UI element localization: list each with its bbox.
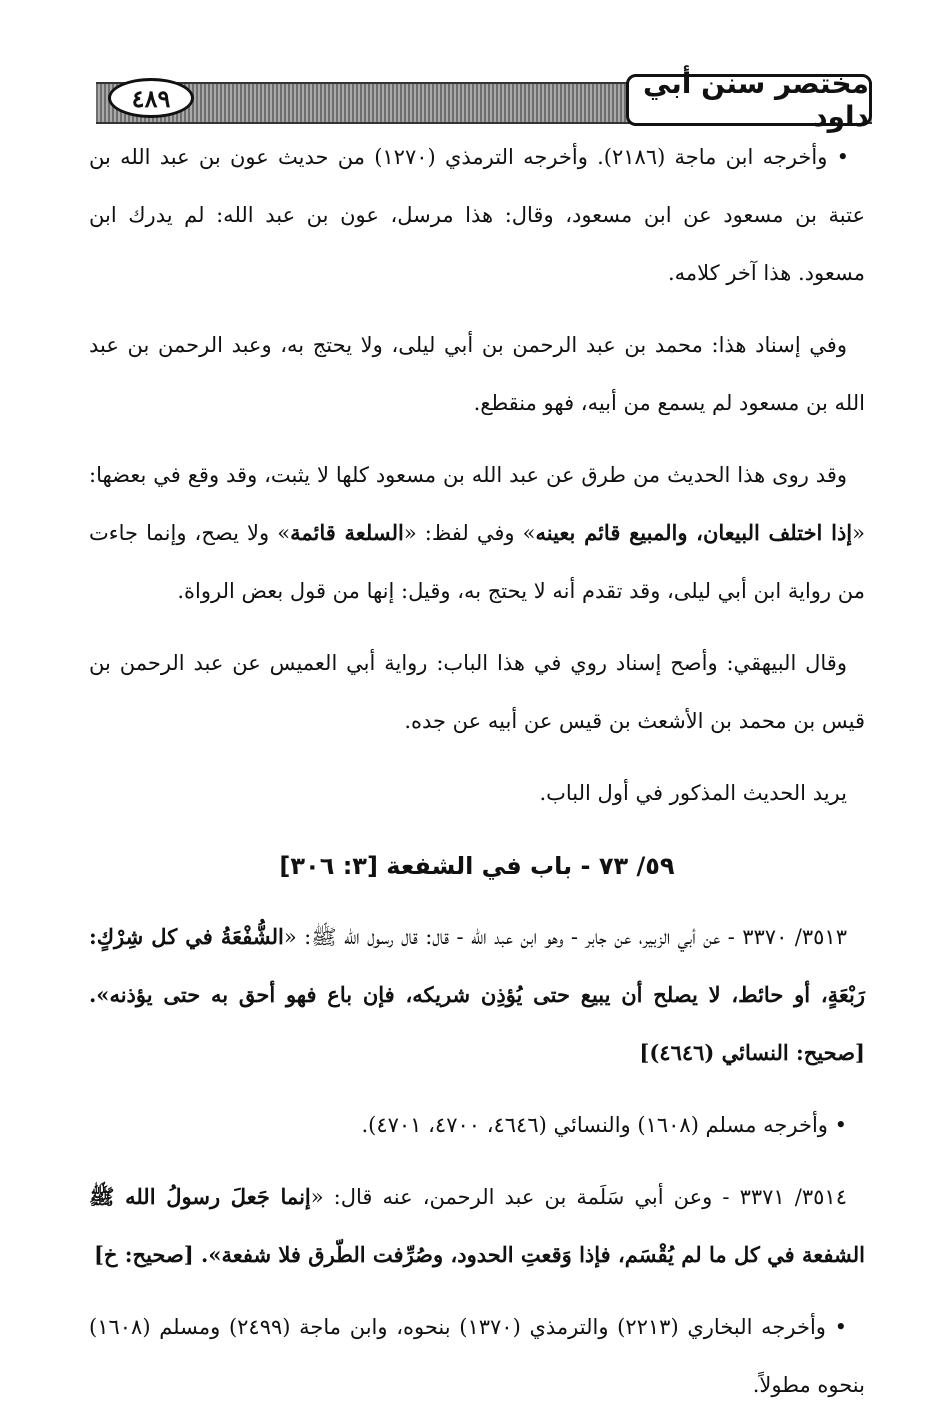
quoted-text: السلعة قائمة xyxy=(290,520,404,545)
paragraph-turuq xyxy=(89,446,865,620)
text-run: ٣٥١٤/ ٣٣٧١ - وعن أبي سَلَمة بن عبد الرحمن، عنه قال: « xyxy=(310,1185,847,1209)
book-title: مختصر سنن أبي داود xyxy=(626,74,872,126)
section-heading: ٥٩/ ٧٣ - باب في الشفعة [٣: ٣٠٦] xyxy=(279,852,675,880)
paragraph-bayhaqi: وقال البيهقي: وأصح إسناد روي في هذا الباب: رواية أبي العميس عن عبد الرحمن بن قيس بن محمد بن الأشعث بن قيس عن أبيه عن جده. xyxy=(89,651,865,733)
text-run: » وفي لفظ: « xyxy=(403,521,536,545)
hadith-list xyxy=(89,908,865,1414)
text-run: ٣٥١٣/ ٣٣٧٠ - عن أبي الزبير، عن جابر - وهو ابن عبد الله - قال: قال رسول الله ﷺ: « xyxy=(283,925,847,949)
grading: ». [صحيح: خ] xyxy=(93,1242,222,1267)
text-run: » ولا يصح، وإنما جاءت من رواية ابن أبي ليلى، وقد تقدم أنه لا يحتج به، وقيل: إنها من قول بعض الرواة. xyxy=(89,521,865,603)
grading: ». [صحيح: النسائي (٤٦٤٦)] xyxy=(89,982,865,1065)
hadith-matn: إنما جَعلَ رسولُ الله ﷺ الشفعة في كل ما لم يُقْسَم، فإذا وَقعتِ الحدود، وصُرِّفت الطّرق فلا شفعة xyxy=(89,1184,865,1267)
paragraph-isnad: وفي إسناد هذا: محمد بن عبد الرحمن بن أبي ليلى، ولا يحتج به، وعبد الرحمن بن عبد الله بن مسعود لم يسمع من أبيه، فهو منقطع. xyxy=(89,333,865,415)
text-run: وقد روى هذا الحديث من طرق عن عبد الله بن مسعود كلها لا يثبت، وقد وقع في بعضها: « xyxy=(89,463,865,545)
page-body xyxy=(89,128,865,1428)
hadith-3514-takhrij: • وأخرجه البخاري (٢٢١٣) والترمذي (١٣٧٠) بنحوه، وابن ماجة (٢٤٩٩) ومسلم (١٦٠٨) بنحوه مطولاً. xyxy=(89,1315,865,1397)
hadith-3513 xyxy=(89,908,865,1082)
page-header xyxy=(96,67,872,133)
quoted-text: إذا اختلف البيعان، والمبيع قائم بعينه xyxy=(535,520,853,545)
paragraph-ibn-majah-note: • وأخرجه ابن ماجة (٢١٨٦). وأخرجه الترمذي (١٢٧٠) من حديث عون بن عبد الله بن عتبة بن مسعود عن ابن مسعود، وقال: هذا مرسل، عون بن عبد الله: لم يدرك ابن مسعود. هذا آخر كلامه. xyxy=(89,145,865,285)
hadith-matn: الشُّفْعَةُ في كل شِرْكٍ: رَبْعَةٍ، أو حائط، لا يصلح أن يبيع حتى يُؤذِن شريكه، فإن باع فهو أحق به حتى يؤذنه xyxy=(89,924,865,1007)
paragraph-yurid: يريد الحديث المذكور في أول الباب. xyxy=(539,781,847,805)
page-number: ٤٨٩ xyxy=(108,78,194,118)
hadith-3514 xyxy=(89,1168,865,1284)
hadith-3513-takhrij: • وأخرجه مسلم (١٦٠٨) والنسائي (٤٦٤٦، ٤٧٠٠، ٤٧٠١). xyxy=(361,1113,847,1137)
